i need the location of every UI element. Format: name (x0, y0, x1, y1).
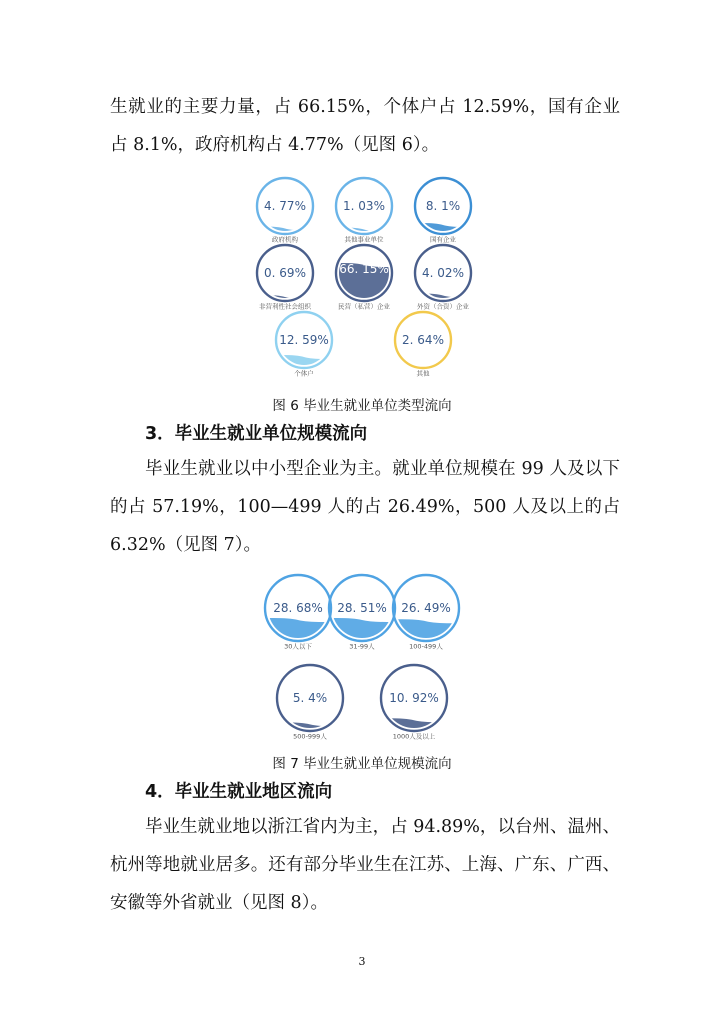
bubble-label-2: 100-499人 (409, 642, 443, 651)
page-number: 3 (358, 955, 366, 968)
bubble-value-0: 4. 77% (264, 199, 306, 214)
bubble-value-5: 4. 02% (422, 266, 464, 281)
figure-7-bubble-chart (252, 572, 472, 742)
bubble-6 (248, 312, 360, 378)
bubble-0 (240, 178, 341, 244)
bubble-4 (348, 665, 472, 741)
bubble-fill-6 (248, 355, 360, 368)
bubble-fill-2 (387, 223, 499, 234)
bubble-value-0: 28. 68% (273, 601, 323, 616)
section-4-paragraph: 毕业生就业地以浙江省内为主，占 94.89%，以台州、温州、杭州等地就业居多。还有部分毕业生在江苏、上海、广东、广西、安徽等外省就业（见图 8）。 (110, 817, 620, 913)
section-4-heading: 4．毕业生就业地区流向 (145, 782, 333, 802)
bubble-label-4: 民营（私营）企业 (338, 302, 390, 311)
bubble-1 (308, 178, 420, 244)
bubble-label-3: 非营利性社会组织 (259, 302, 311, 311)
bubble-value-4: 66. 15% (339, 262, 389, 277)
bubble-value-3: 5. 4% (292, 691, 328, 706)
bubble-3 (252, 665, 376, 741)
bubble-label-3: 500-999人 (293, 732, 327, 741)
bubble-label-7: 其他 (416, 369, 430, 378)
figure-7-caption: 图 7 毕业生就业单位规模流向 (272, 756, 452, 772)
bubble-label-1: 31-99人 (349, 642, 375, 651)
bubble-3 (240, 245, 341, 311)
section-3-paragraph: 毕业生就业以中小型企业为主。就业单位规模在 99 人及以下的占 57.19%，100—499 人的占 26.49%，500 人及以上的占 6.32%（见图 7）。 (110, 459, 620, 555)
bubble-value-1: 1. 03% (343, 199, 385, 214)
bubble-4 (308, 245, 420, 311)
bubble-value-1: 28. 51% (337, 601, 387, 616)
bubble-value-4: 10. 92% (389, 691, 439, 706)
bubble-label-2: 国有企业 (430, 235, 456, 244)
bubble-value-6: 12. 59% (279, 333, 329, 348)
bubble-label-6: 个体户 (294, 369, 314, 378)
bubble-label-1: 其他事业单位 (344, 235, 384, 244)
bubble-value-2: 8. 1% (425, 199, 461, 214)
bubble-2 (387, 178, 499, 244)
intro-paragraph: 生就业的主要力量，占 66.15%，个体户占 12.59%，国有企业占 8.1%，政府机构占 4.77%（见图 6）。 (110, 97, 620, 155)
bubble-5 (387, 245, 499, 311)
bubble-value-3: 0. 69% (264, 266, 306, 281)
section-3-heading: 3．毕业生就业单位规模流向 (145, 424, 368, 444)
bubble-value-2: 26. 49% (401, 601, 451, 616)
bubble-label-0: 政府机构 (272, 235, 298, 244)
figure-6-bubble-chart (240, 176, 500, 386)
bubble-7 (395, 312, 451, 378)
bubble-fill-4 (348, 718, 472, 731)
figure-6-caption: 图 6 毕业生就业单位类型流向 (272, 398, 452, 414)
bubble-label-5: 外资（合资）企业 (417, 302, 469, 311)
bubble-label-4: 1000人及以上 (392, 732, 436, 741)
bubble-label-0: 30人以下 (284, 642, 312, 651)
bubble-value-7: 2. 64% (402, 333, 444, 348)
